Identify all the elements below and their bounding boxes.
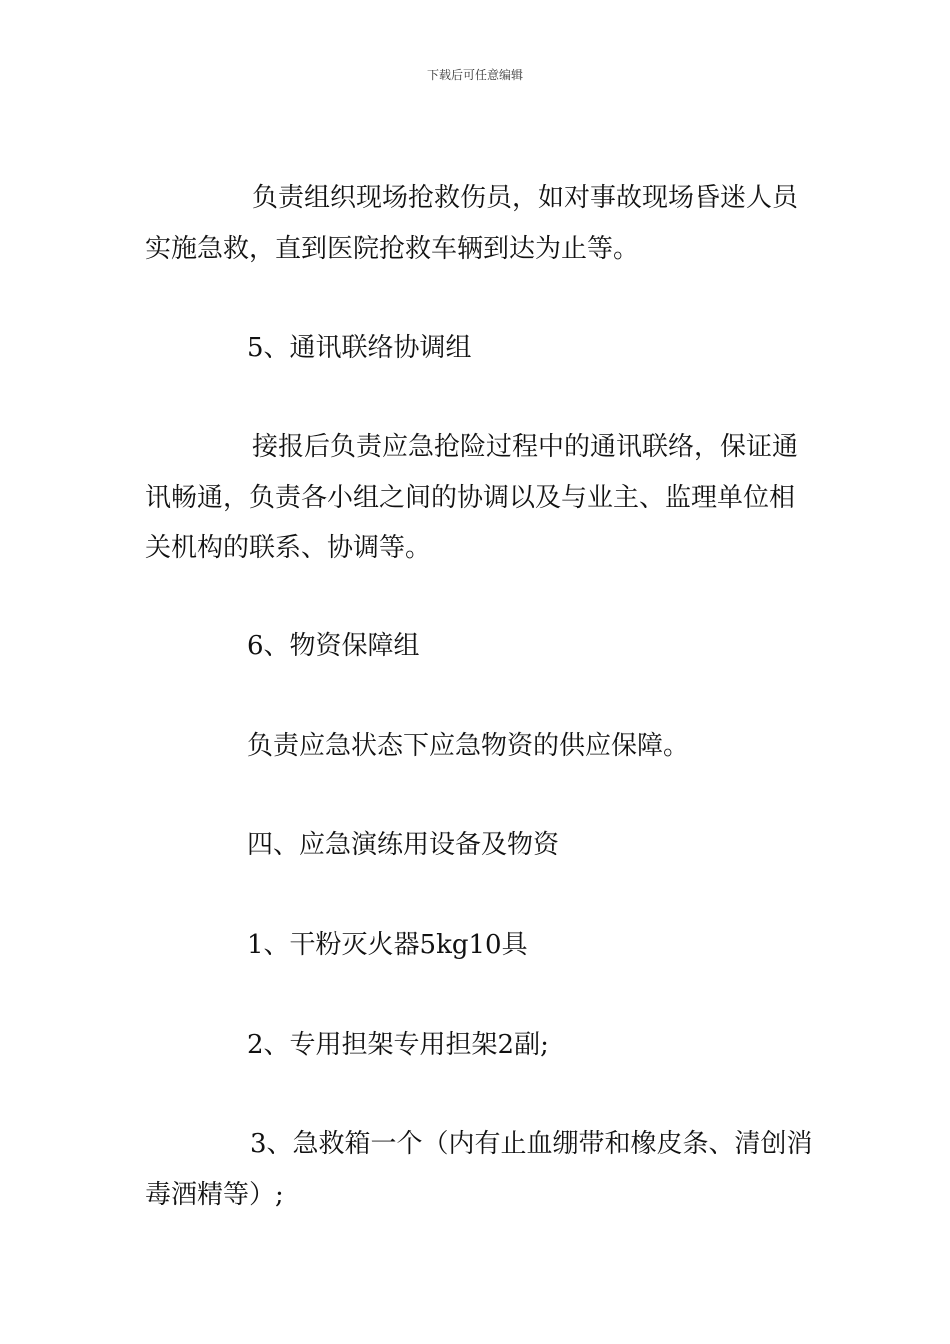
- list-item: 2、专用担架专用担架2副;: [247, 1030, 549, 1060]
- section-heading: 四、应急演练用设备及物资: [247, 830, 560, 860]
- paragraph-line: 负责应急状态下应急物资的供应保障。: [247, 731, 690, 761]
- paragraph-line: 实施急救，直到医院抢救车辆到达为止等。: [145, 234, 640, 264]
- paragraph-line: 负责组织现场抢救伤员，如对事故现场昏迷人员: [252, 183, 799, 213]
- page-header: 下载后可任意编辑: [426, 68, 523, 82]
- list-item-continuation: 毒酒精等）;: [145, 1180, 284, 1210]
- list-item: 3、急救箱一个（内有止血绷带和橡皮条、清创消: [250, 1129, 813, 1159]
- paragraph-line: 关机构的联系、协调等。: [145, 533, 432, 563]
- list-item: 1、干粉灭火器5kg10具: [247, 930, 528, 960]
- paragraph-line: 接报后负责应急抢险过程中的通讯联络，保证通: [252, 432, 799, 462]
- section-heading: 6、物资保障组: [247, 631, 420, 661]
- section-heading: 5、通讯联络协调组: [247, 333, 472, 363]
- paragraph-line: 讯畅通，负责各小组之间的协调以及与业主、监理单位相: [145, 483, 796, 513]
